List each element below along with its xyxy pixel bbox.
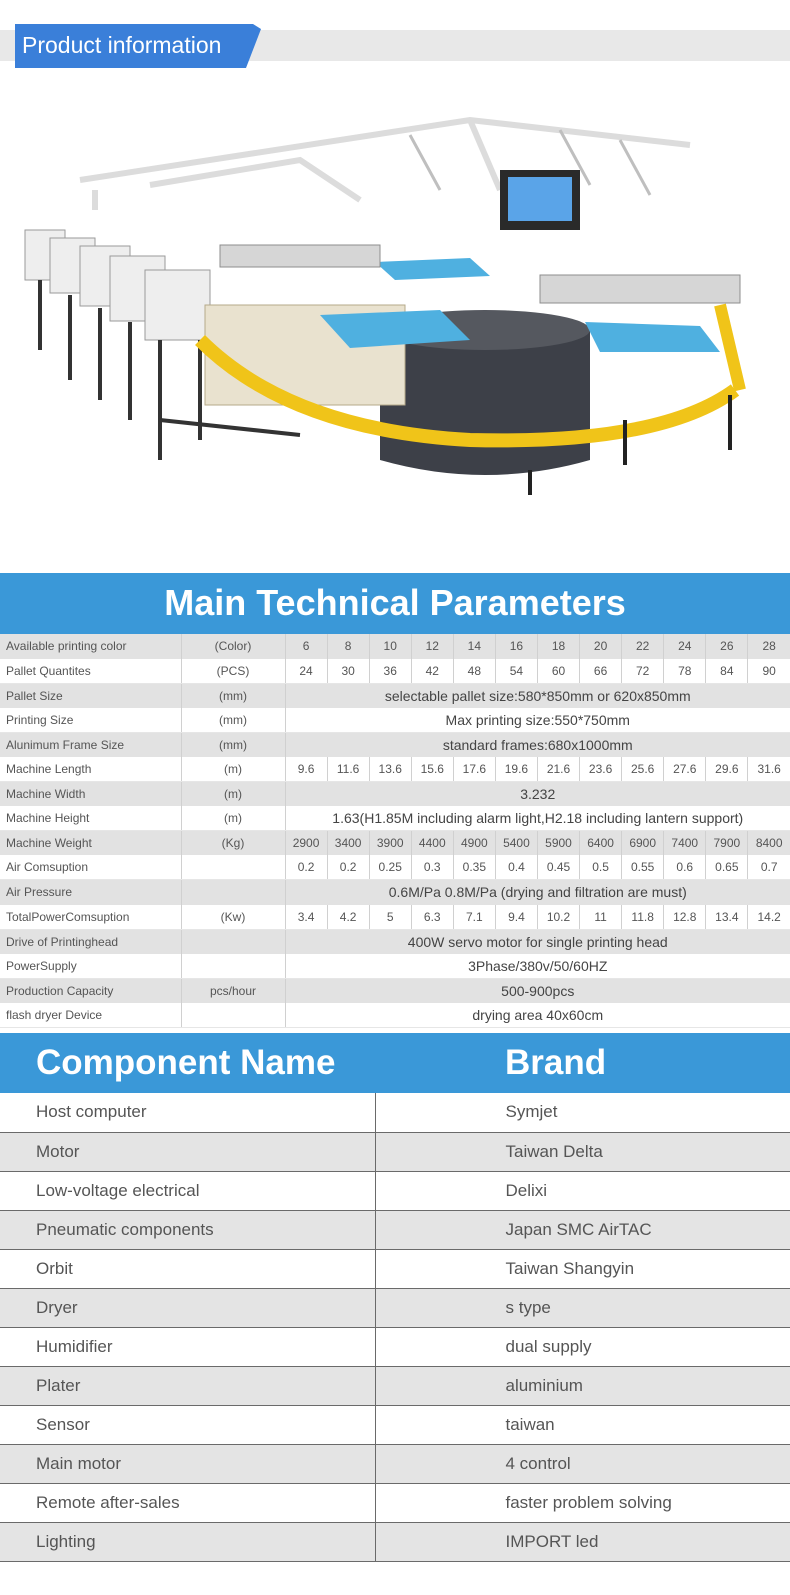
parameters-title: Main Technical Parameters	[0, 573, 790, 634]
parameter-value: 60	[537, 659, 579, 684]
parameter-unit	[181, 855, 285, 880]
parameter-value: 24	[285, 659, 327, 684]
component-row	[0, 1444, 790, 1483]
parameters-table	[0, 634, 790, 1028]
parameter-value: 3900	[369, 831, 411, 856]
parameter-value: 90	[748, 659, 790, 684]
parameter-unit: (m)	[181, 757, 285, 782]
parameter-value: 12	[411, 634, 453, 659]
header-tab	[15, 24, 261, 68]
component-row	[0, 1171, 790, 1210]
parameter-value: 25.6	[622, 757, 664, 782]
parameter-unit	[181, 880, 285, 905]
parameter-value: 6900	[622, 831, 664, 856]
component-brand: Japan SMC AirTAC	[375, 1210, 790, 1249]
parameter-value: 7900	[706, 831, 748, 856]
parameter-value: 3400	[327, 831, 369, 856]
parameter-label: Production Capacity	[0, 978, 181, 1003]
component-row	[0, 1327, 790, 1366]
component-brand: Symjet	[375, 1093, 790, 1132]
parameter-value: 4.2	[327, 905, 369, 930]
parameter-unit: (m)	[181, 806, 285, 831]
parameter-value: selectable pallet size:580*850mm or 620x850mm	[285, 683, 790, 708]
parameter-value: 27.6	[664, 757, 706, 782]
parameter-row	[0, 831, 790, 856]
parameter-value: 6.3	[411, 905, 453, 930]
parameter-value: 9.6	[285, 757, 327, 782]
parameter-value: 3.232	[285, 782, 790, 807]
component-brand: Taiwan Delta	[375, 1132, 790, 1171]
parameter-value: 48	[453, 659, 495, 684]
component-row	[0, 1405, 790, 1444]
parameter-unit: (Kg)	[181, 831, 285, 856]
component-row	[0, 1132, 790, 1171]
parameter-row	[0, 683, 790, 708]
parameter-unit: (Color)	[181, 634, 285, 659]
parameter-value: 5900	[537, 831, 579, 856]
component-name: Orbit	[0, 1249, 375, 1288]
component-brand: IMPORT led	[375, 1522, 790, 1561]
parameter-unit	[181, 929, 285, 954]
parameter-value: 4400	[411, 831, 453, 856]
parameter-value: 54	[495, 659, 537, 684]
parameter-value: 13.6	[369, 757, 411, 782]
parameter-label: Alunimum Frame Size	[0, 732, 181, 757]
parameter-value: 14	[453, 634, 495, 659]
parameter-value: 72	[622, 659, 664, 684]
parameter-label: Machine Weight	[0, 831, 181, 856]
parameter-value: 9.4	[495, 905, 537, 930]
parameter-value: 78	[664, 659, 706, 684]
parameter-value: 0.35	[453, 855, 495, 880]
parameter-label: Pallet Quantites	[0, 659, 181, 684]
component-brand: s type	[375, 1288, 790, 1327]
parameter-value: 7400	[664, 831, 706, 856]
parameter-value: 1.63(H1.85M including alarm light,H2.18 including lantern support)	[285, 806, 790, 831]
parameter-row	[0, 978, 790, 1003]
parameter-value: 16	[495, 634, 537, 659]
parameter-value: 26	[706, 634, 748, 659]
parameter-row	[0, 954, 790, 979]
parameter-unit: (mm)	[181, 732, 285, 757]
parameter-label: Pallet Size	[0, 683, 181, 708]
parameter-value: 0.2	[285, 855, 327, 880]
parameter-value: 0.6M/Pa 0.8M/Pa (drying and filtration are must)	[285, 880, 790, 905]
component-brand: Taiwan Shangyin	[375, 1249, 790, 1288]
parameter-label: Drive of Printinghead	[0, 929, 181, 954]
parameter-value: 23.6	[580, 757, 622, 782]
component-brand: Delixi	[375, 1171, 790, 1210]
parameter-value: 2900	[285, 831, 327, 856]
parameter-label: Air Pressure	[0, 880, 181, 905]
parameter-value: 0.4	[495, 855, 537, 880]
component-name: Lighting	[0, 1522, 375, 1561]
parameter-row	[0, 905, 790, 930]
component-name: Low-voltage electrical	[0, 1171, 375, 1210]
parameter-unit: (mm)	[181, 683, 285, 708]
parameter-value: 22	[622, 634, 664, 659]
parameter-row	[0, 757, 790, 782]
parameter-value: 66	[580, 659, 622, 684]
component-brand: dual supply	[375, 1327, 790, 1366]
parameter-row	[0, 1003, 790, 1028]
component-brand: taiwan	[375, 1405, 790, 1444]
parameter-value: 4900	[453, 831, 495, 856]
parameter-value: 21.6	[537, 757, 579, 782]
parameter-value: 12.8	[664, 905, 706, 930]
parameter-unit: (PCS)	[181, 659, 285, 684]
parameter-value: 20	[580, 634, 622, 659]
parameter-value: 400W servo motor for single printing head	[285, 929, 790, 954]
parameter-row	[0, 732, 790, 757]
parameter-value: 0.5	[580, 855, 622, 880]
product-photo	[0, 90, 790, 530]
component-name: Main motor	[0, 1444, 375, 1483]
parameter-value: 3.4	[285, 905, 327, 930]
parameter-value: 18	[537, 634, 579, 659]
parameter-value: 5	[369, 905, 411, 930]
parameter-value: 28	[748, 634, 790, 659]
parameter-value: 15.6	[411, 757, 453, 782]
parameter-value: 11.8	[622, 905, 664, 930]
parameter-label: PowerSupply	[0, 954, 181, 979]
parameter-row	[0, 806, 790, 831]
parameter-value: 11.6	[327, 757, 369, 782]
parameter-value: 0.25	[369, 855, 411, 880]
parameter-value: 0.6	[664, 855, 706, 880]
parameter-label: TotalPowerComsuption	[0, 905, 181, 930]
component-name: Humidifier	[0, 1327, 375, 1366]
parameter-unit: pcs/hour	[181, 978, 285, 1003]
parameter-value: 0.2	[327, 855, 369, 880]
component-row	[0, 1249, 790, 1288]
component-name: Dryer	[0, 1288, 375, 1327]
parameter-value: 19.6	[495, 757, 537, 782]
parameter-row	[0, 880, 790, 905]
parameter-row	[0, 855, 790, 880]
parameter-row	[0, 929, 790, 954]
component-row	[0, 1093, 790, 1132]
parameter-value: 7.1	[453, 905, 495, 930]
parameter-row	[0, 659, 790, 684]
components-header	[0, 1033, 790, 1093]
parameter-value: 0.45	[537, 855, 579, 880]
parameter-value: 14.2	[748, 905, 790, 930]
component-brand: 4 control	[375, 1444, 790, 1483]
parameter-value: 17.6	[453, 757, 495, 782]
parameter-value: 31.6	[748, 757, 790, 782]
parameter-value: 42	[411, 659, 453, 684]
component-name: Host computer	[0, 1093, 375, 1132]
parameter-value: drying area 40x60cm	[285, 1003, 790, 1028]
parameter-unit	[181, 1003, 285, 1028]
component-name: Pneumatic components	[0, 1210, 375, 1249]
parameter-value: 30	[327, 659, 369, 684]
parameter-row	[0, 708, 790, 733]
parameter-label: flash dryer Device	[0, 1003, 181, 1028]
component-name: Remote after-sales	[0, 1483, 375, 1522]
parameter-value: 8400	[748, 831, 790, 856]
brand-header: Brand	[505, 1043, 607, 1082]
parameter-value: 10	[369, 634, 411, 659]
parameter-value: 11	[580, 905, 622, 930]
parameter-unit	[181, 954, 285, 979]
parameter-value: 0.7	[748, 855, 790, 880]
component-row	[0, 1288, 790, 1327]
component-row	[0, 1483, 790, 1522]
parameter-value: Max printing size:550*750mm	[285, 708, 790, 733]
parameter-label: Air Comsuption	[0, 855, 181, 880]
parameter-row	[0, 634, 790, 659]
parameter-unit: (m)	[181, 782, 285, 807]
parameter-value: 10.2	[537, 905, 579, 930]
parameter-value: standard frames:680x1000mm	[285, 732, 790, 757]
parameter-label: Machine Height	[0, 806, 181, 831]
parameter-value: 5400	[495, 831, 537, 856]
parameter-row	[0, 782, 790, 807]
component-name: Sensor	[0, 1405, 375, 1444]
parameter-value: 6400	[580, 831, 622, 856]
parameter-value: 0.3	[411, 855, 453, 880]
parameter-value: 24	[664, 634, 706, 659]
parameter-value: 500-900pcs	[285, 978, 790, 1003]
parameter-unit: (mm)	[181, 708, 285, 733]
component-name-header: Component Name	[36, 1043, 336, 1082]
parameter-value: 29.6	[706, 757, 748, 782]
parameter-label: Printing Size	[0, 708, 181, 733]
component-row	[0, 1366, 790, 1405]
parameter-value: 0.65	[706, 855, 748, 880]
parameter-value: 0.55	[622, 855, 664, 880]
parameter-label: Machine Length	[0, 757, 181, 782]
parameter-value: 36	[369, 659, 411, 684]
parameter-value: 3Phase/380v/50/60HZ	[285, 954, 790, 979]
component-brand: faster problem solving	[375, 1483, 790, 1522]
component-name: Plater	[0, 1366, 375, 1405]
page-title: Product information	[22, 32, 222, 58]
parameter-value: 13.4	[706, 905, 748, 930]
parameter-value: 8	[327, 634, 369, 659]
parameter-unit: (Kw)	[181, 905, 285, 930]
components-table	[0, 1093, 790, 1562]
parameter-label: Machine Width	[0, 782, 181, 807]
component-name: Motor	[0, 1132, 375, 1171]
component-row	[0, 1522, 790, 1561]
parameter-label: Available printing color	[0, 634, 181, 659]
parameter-value: 84	[706, 659, 748, 684]
component-row	[0, 1210, 790, 1249]
parameter-value: 6	[285, 634, 327, 659]
component-brand: aluminium	[375, 1366, 790, 1405]
